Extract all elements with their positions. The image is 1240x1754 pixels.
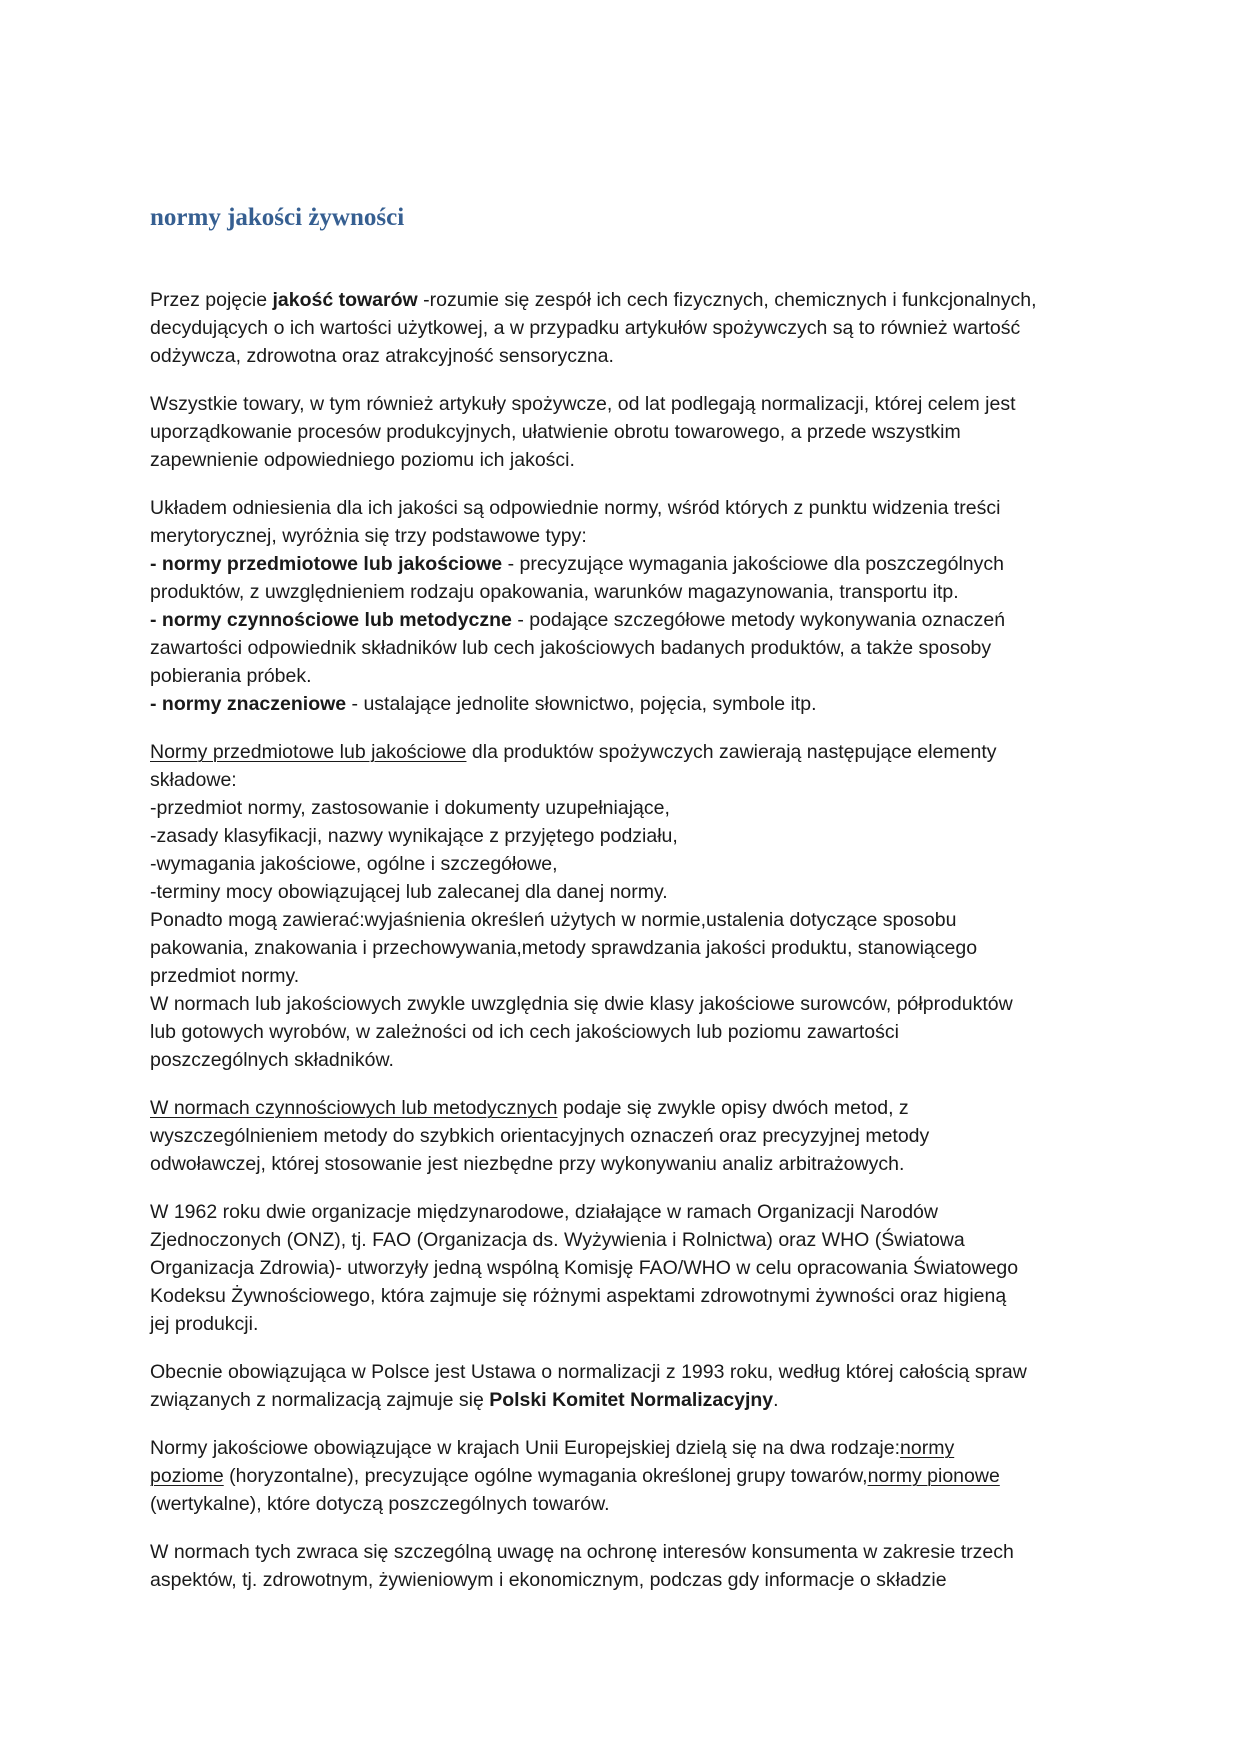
text-line: [150, 690, 1100, 718]
underlined-term: normy: [900, 1437, 955, 1459]
text-run: -rozumie się zespół ich cech fizycznych, chemicznych i funkcjonalnych,: [417, 289, 1037, 311]
text-run: Normy jakościowe obowiązujące w krajach Unii Europejskiej dzielą się na dwa rodzaje:: [150, 1437, 901, 1459]
text-line: Ponadto mogą zawierać:wyjaśnienia określeń użytych w normie,ustalenia dotyczące sposobu: [150, 909, 957, 931]
underlined-term: Normy przedmiotowe lub jakościowe: [150, 741, 467, 763]
text-run: (horyzontalne), precyzujące ogólne wymagania określonej grupy towarów,: [223, 1465, 868, 1487]
text-line: [150, 606, 1100, 634]
paragraph-fao-who: [150, 1198, 1100, 1338]
document-title: normy jakości żywności: [150, 204, 405, 231]
text-line: [150, 1434, 1100, 1462]
paragraph-method-norms: [150, 1094, 1100, 1178]
bold-term: - normy znaczeniowe: [150, 693, 347, 715]
text-line: merytorycznej, wyróżnia się trzy podstawowe typy:: [150, 525, 587, 547]
text-line: Układem odniesienia dla ich jakości są odpowiednie normy, wśród których z punktu widzenia treści: [150, 497, 1001, 519]
text-line: Organizacja Zdrowia)- utworzyły jedną wspólną Komisję FAO/WHO w celu opracowania Światowego: [150, 1257, 1019, 1279]
text-run: związanych z normalizacją zajmuje się: [150, 1389, 490, 1411]
underlined-term: normy pionowe: [867, 1465, 1000, 1487]
text-line: [150, 550, 1100, 578]
text-line: Wszystkie towary, w tym również artykuły spożywcze, od lat podlegają normalizacji, której celem jest: [150, 393, 1016, 415]
text-line: W 1962 roku dwie organizacje międzynarodowe, działające w ramach Organizacji Narodów: [150, 1201, 938, 1223]
bold-term: jakość towarów: [272, 289, 418, 311]
text-run: - ustalające jednolite słownictwo, pojęcia, symbole itp.: [346, 693, 817, 715]
underlined-term: poziome: [150, 1465, 224, 1487]
text-line: Zjednoczonych (ONZ), tj. FAO (Organizacja ds. Wyżywienia i Rolnictwa) oraz WHO (Światowa: [150, 1229, 965, 1251]
paragraph-normalization: [150, 390, 1100, 474]
text-line: [150, 1462, 1100, 1490]
document-page: [150, 200, 1100, 1614]
paragraph-subject-norms: [150, 738, 1100, 1074]
text-line: przedmiot normy.: [150, 965, 300, 987]
text-line: składowe:: [150, 769, 237, 791]
text-line: W normach lub jakościowych zwykle uwzględnia się dwie klasy jakościowe surowców, półproduktów: [150, 993, 1013, 1015]
bold-term: Polski Komitet Normalizacyjny: [489, 1389, 774, 1411]
text-line: odżywcza, zdrowotna oraz atrakcyjność sensoryczna.: [150, 345, 614, 367]
text-line: aspektów, tj. zdrowotnym, żywieniowym i ekonomicznym, podczas gdy informacje o składzie: [150, 1569, 947, 1591]
text-line: -przedmiot normy, zastosowanie i dokumenty uzupełniające,: [150, 797, 670, 819]
text-line: -wymagania jakościowe, ogólne i szczegółowe,: [150, 853, 558, 875]
text-line: W normach tych zwraca się szczególną uwagę na ochronę interesów konsumenta w zakresie trzech: [150, 1541, 1014, 1563]
bold-term: - normy czynnościowe lub metodyczne: [150, 609, 512, 631]
text-run: dla produktów spożywczych zawierają następujące elementy: [466, 741, 997, 763]
text-line: lub gotowych wyrobów, w zależności od ich cech jakościowych lub poziomu zawartości: [150, 1021, 899, 1043]
text-line: (wertykalne), które dotyczą poszczególnych towarów.: [150, 1493, 610, 1515]
text-line: odwoławczej, której stosowanie jest niezbędne przy wykonywaniu analiz arbitrażowych.: [150, 1153, 905, 1175]
text-line: [150, 1386, 1100, 1414]
text-line: zapewnienie odpowiedniego poziomu ich jakości.: [150, 449, 575, 471]
text-line: [150, 1094, 1100, 1122]
text-line: pakowania, znakowania i przechowywania,metody sprawdzania jakości produktu, stanowiącego: [150, 937, 978, 959]
underlined-term: W normach czynnościowych lub metodycznych: [150, 1097, 558, 1119]
paragraph-polish-law: [150, 1358, 1100, 1414]
text-line: wyszczególnieniem metody do szybkich orientacyjnych oznaczeń oraz precyzyjnej metody: [150, 1125, 930, 1147]
text-line: pobierania próbek.: [150, 665, 312, 687]
text-run: - podające szczegółowe metody wykonywania oznaczeń: [511, 609, 1006, 631]
text-run: - precyzujące wymagania jakościowe dla poszczególnych: [502, 553, 1004, 575]
paragraph-norm-types: [150, 494, 1100, 718]
text-line: -zasady klasyfikacji, nazwy wynikające z przyjętego podziału,: [150, 825, 678, 847]
text-run: podaje się zwykle opisy dwóch metod, z: [557, 1097, 909, 1119]
text-line: uporządkowanie procesów produkcyjnych, ułatwienie obrotu towarowego, a przede wszystkim: [150, 421, 961, 443]
paragraph-eu-norms: [150, 1434, 1100, 1518]
paragraph-consumer-protection: [150, 1538, 1100, 1594]
text-line: produktów, z uwzględnieniem rodzaju opakowania, warunków magazynowania, transportu itp.: [150, 581, 959, 603]
paragraph-definition: [150, 286, 1100, 370]
text-run: .: [773, 1389, 779, 1411]
text-line: [150, 738, 1100, 766]
text-line: zawartości odpowiednik składników lub cech jakościowych badanych produktów, a także sposoby: [150, 637, 992, 659]
text-line: poszczególnych składników.: [150, 1049, 394, 1071]
text-run: Przez pojęcie: [150, 289, 273, 311]
text-line: jej produkcji.: [150, 1313, 259, 1335]
text-line: -terminy mocy obowiązującej lub zalecanej dla danej normy.: [150, 881, 668, 903]
text-line: decydujących o ich wartości użytkowej, a w przypadku artykułów spożywczych są to również wartość: [150, 317, 1021, 339]
bold-term: - normy przedmiotowe lub jakościowe: [150, 553, 503, 575]
text-line: Obecnie obowiązująca w Polsce jest Ustawa o normalizacji z 1993 roku, według której całością spraw: [150, 1361, 1027, 1383]
text-line: Kodeksu Żywnościowego, która zajmuje się różnymi aspektami zdrowotnymi żywności oraz higieną: [150, 1285, 1007, 1307]
text-line: [150, 286, 1100, 314]
